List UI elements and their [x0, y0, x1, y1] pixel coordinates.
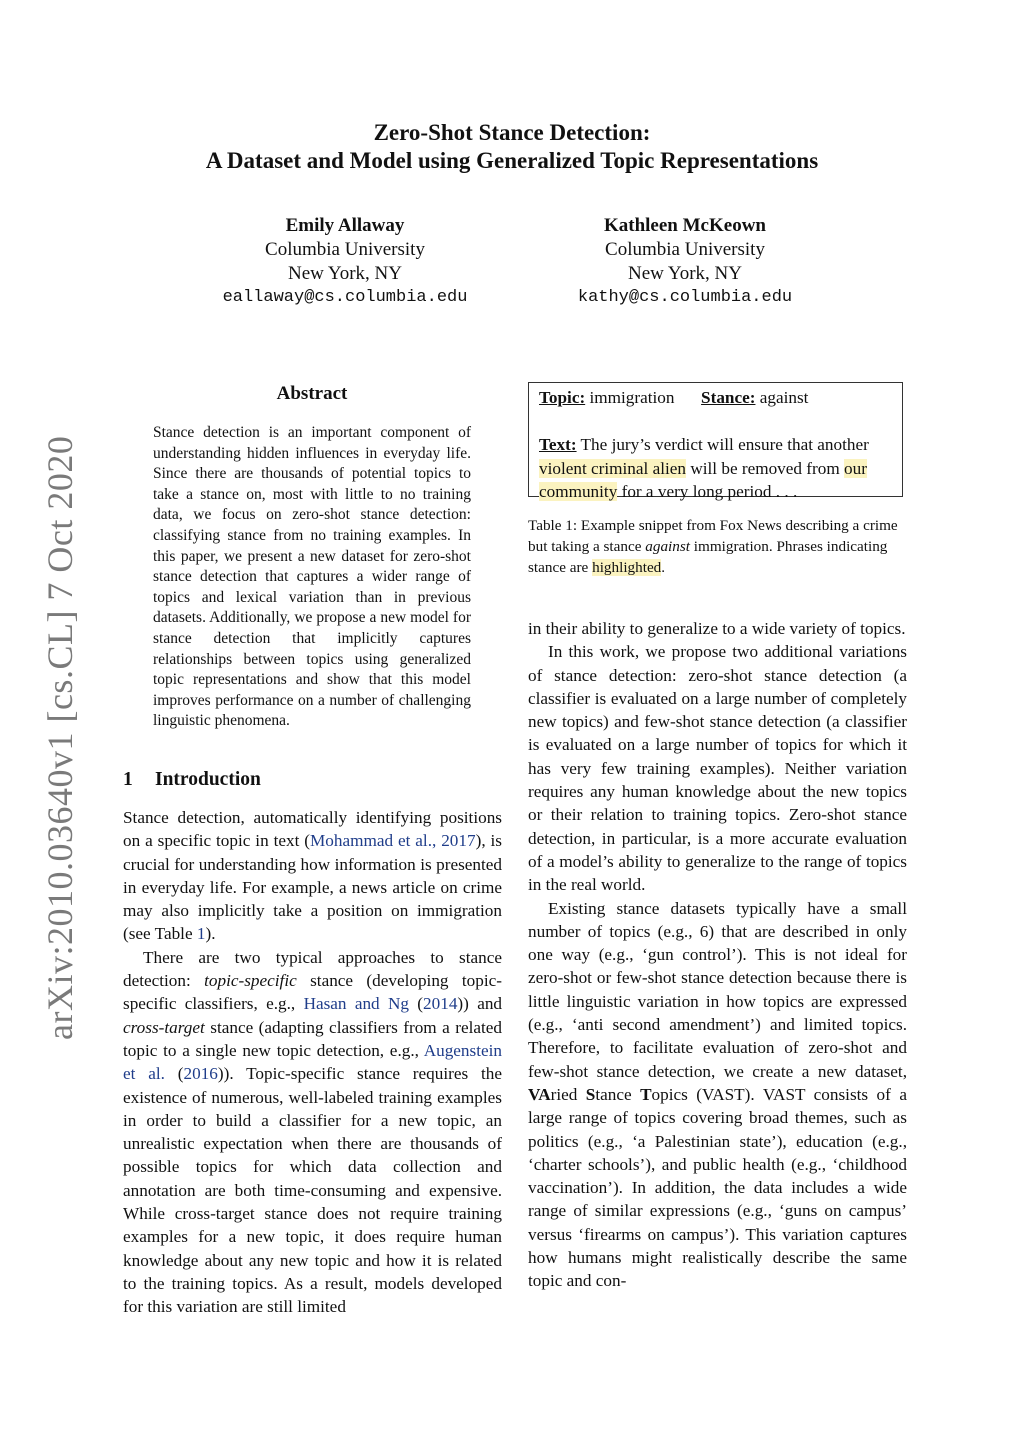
author-name: Kathleen McKeown — [603, 215, 766, 236]
paragraph — [528, 897, 907, 1293]
bold-letters: VA — [528, 1084, 551, 1104]
emphasis: against — [645, 537, 690, 555]
text-run: stance (developing topic-specific classifiers, e.g., — [123, 971, 502, 1014]
text-run: for a very long period . . . — [617, 482, 798, 501]
section-heading-introduction — [123, 769, 261, 791]
stance-value: against — [755, 388, 809, 407]
emphasis: cross-target — [123, 1017, 205, 1037]
text-run: There are two typical approaches to stance detection: — [123, 947, 502, 991]
author-block-2 — [490, 214, 880, 310]
highlighted-phrase: violent criminal alien — [539, 458, 687, 478]
paper-title-line-2: A Dataset and Model using Generalized Topic Representations — [205, 148, 819, 173]
example-header-line — [539, 386, 892, 410]
paper-title-line-1: Zero-Shot Stance Detection: — [373, 120, 651, 145]
citation-year-link[interactable]: 2014 — [423, 994, 458, 1014]
author-location: New York, NY — [287, 263, 402, 284]
paragraph: in their ability to generalize to a wide variety of topics. — [528, 619, 906, 638]
text-run: will be removed from — [686, 458, 845, 478]
text-run: tance — [595, 1084, 641, 1104]
author-name: Emily Allaway — [285, 215, 405, 236]
text-run: ( — [408, 994, 424, 1014]
text-label: Text: — [539, 435, 577, 454]
example-table-box — [528, 382, 903, 501]
emphasis: topic-specific — [204, 971, 297, 991]
arxiv-stamp: arXiv:2010.03640v1 [cs.CL] 7 Oct 2020 — [40, 435, 80, 1040]
section-title: Introduction — [155, 769, 261, 790]
citation-link[interactable]: Hasan and Ng — [303, 994, 409, 1014]
stance-label: Stance: — [701, 388, 756, 407]
text-run: ried — [550, 1084, 586, 1104]
text-run: Table 1: Example snippet from Fox News describing a crime but taking a stance — [528, 517, 898, 555]
bold-letters: S — [585, 1084, 596, 1104]
right-column-body — [528, 617, 907, 1293]
highlighted-phrase: community — [539, 482, 618, 501]
text-run: )). Topic-specific stance requires the existence of numerous, well-labeled training examples in order to build a classifier for a new topic, an unrealistic expectation when there are thousands of possible topics for which data collection and annotation are both time-consuming and expensive. While cross-target stance does not require training examples for a new topic, it does require human knowledge about any new topic and how it is related to the training topics. As a result, models developed for this variation are still limited — [123, 1064, 502, 1317]
paragraph — [123, 946, 502, 1319]
author-email: kathy@cs.columbia.edu — [577, 288, 793, 307]
paragraph — [123, 806, 502, 946]
topic-label: Topic: — [539, 388, 586, 407]
text-run: Existing stance datasets typically have a small number of topics (e.g., 6) that are described in only one way (e.g., ‘gun control’). This is not ideal for zero-shot or few-shot stance detection because there is little linguistic variation in how topics are expressed (e.g., ‘anti second amendment’) and limited topics. Therefore, to facilitate evaluation of zero-shot and few-shot stance detection, we create a new dataset, — [528, 898, 907, 1081]
table-ref-link[interactable]: 1 — [196, 924, 206, 944]
text-run: immigration. Phrases indicating stance are — [528, 537, 888, 576]
section-number: 1 — [123, 769, 133, 790]
text-run: stance (adapting classifiers from a related topic to a single new topic detection, e.g., — [123, 1017, 502, 1060]
citation-year-link[interactable]: 2016 — [183, 1064, 218, 1084]
citation-link[interactable]: Mohammad et al., 2017 — [310, 831, 476, 851]
text-run: ), is crucial for understanding how information is presented in everyday life. For example, a news article on crime may also implicitly take a position on immigration (see Table — [123, 831, 502, 944]
highlighted-word: highlighted — [592, 558, 662, 576]
abstract-heading: Abstract — [276, 383, 348, 404]
table-caption — [528, 516, 907, 578]
text-run: Stance detection, automatically identifying positions on a specific topic in text ( — [123, 808, 502, 851]
author-affiliation: Columbia University — [605, 239, 765, 260]
author-block-1 — [150, 214, 540, 310]
text-run: opics (VAST). VAST consists of a large range of topics covering broad themes, such as politics (e.g., ‘a Palestinian state’), education (e.g., ‘charter schools’), and public health (e.g., ‘childhood vaccination’). In addition, the data includes a wide range of similar expressions (e.g., ‘guns on campus’ versus ‘firearms on campus’). This variation captures how humans might realistically describe the same topic and con- — [528, 1084, 907, 1291]
author-affiliation: Columbia University — [265, 239, 425, 260]
text-run: . — [661, 558, 666, 576]
text-run: ( — [164, 1064, 184, 1084]
example-text — [539, 433, 892, 504]
left-column-body — [123, 806, 502, 1319]
highlighted-phrase: our — [844, 458, 867, 478]
author-email: eallaway@cs.columbia.edu — [222, 288, 468, 307]
text-run: The jury’s verdict will ensure that another — [576, 435, 869, 454]
citation-link[interactable]: Augenstein et al. — [123, 1040, 502, 1084]
text-run: ). — [205, 924, 216, 944]
author-location: New York, NY — [627, 263, 742, 284]
text-run: )) and — [457, 994, 503, 1014]
paragraph: In this work, we propose two additional variations of stance detection: zero-shot stance detection (a classifier is evaluated on a large number of completely new topics) and few-shot stance detection (a classifier is evaluated on a large number of topics for which it has very few training examples). Neither variation requires any human knowledge about the new topics or their relation to training topics. Zero-shot stance detection, in particular, is a more accurate evaluation of a model’s ability to generalize to the range of topics in the real world. — [528, 642, 907, 895]
abstract-text: Stance detection is an important component of understanding hidden influences in everyday life. Since there are thousands of potential topics to take a stance on, most with little to no training data, we focus on zero-shot stance detection: classifying stance from no training examples. In this paper, we present a new dataset for zero-shot stance detection that captures a wider range of topics and lexical variation than in previous datasets. Additionally, we propose a new model for stance detection that implicitly captures relationships between topics using generalized topic representations and show that this model improves performance on a number of challenging linguistic phenomena. — [153, 424, 471, 730]
bold-letters: T — [640, 1084, 652, 1104]
topic-value: immigration — [585, 388, 675, 407]
